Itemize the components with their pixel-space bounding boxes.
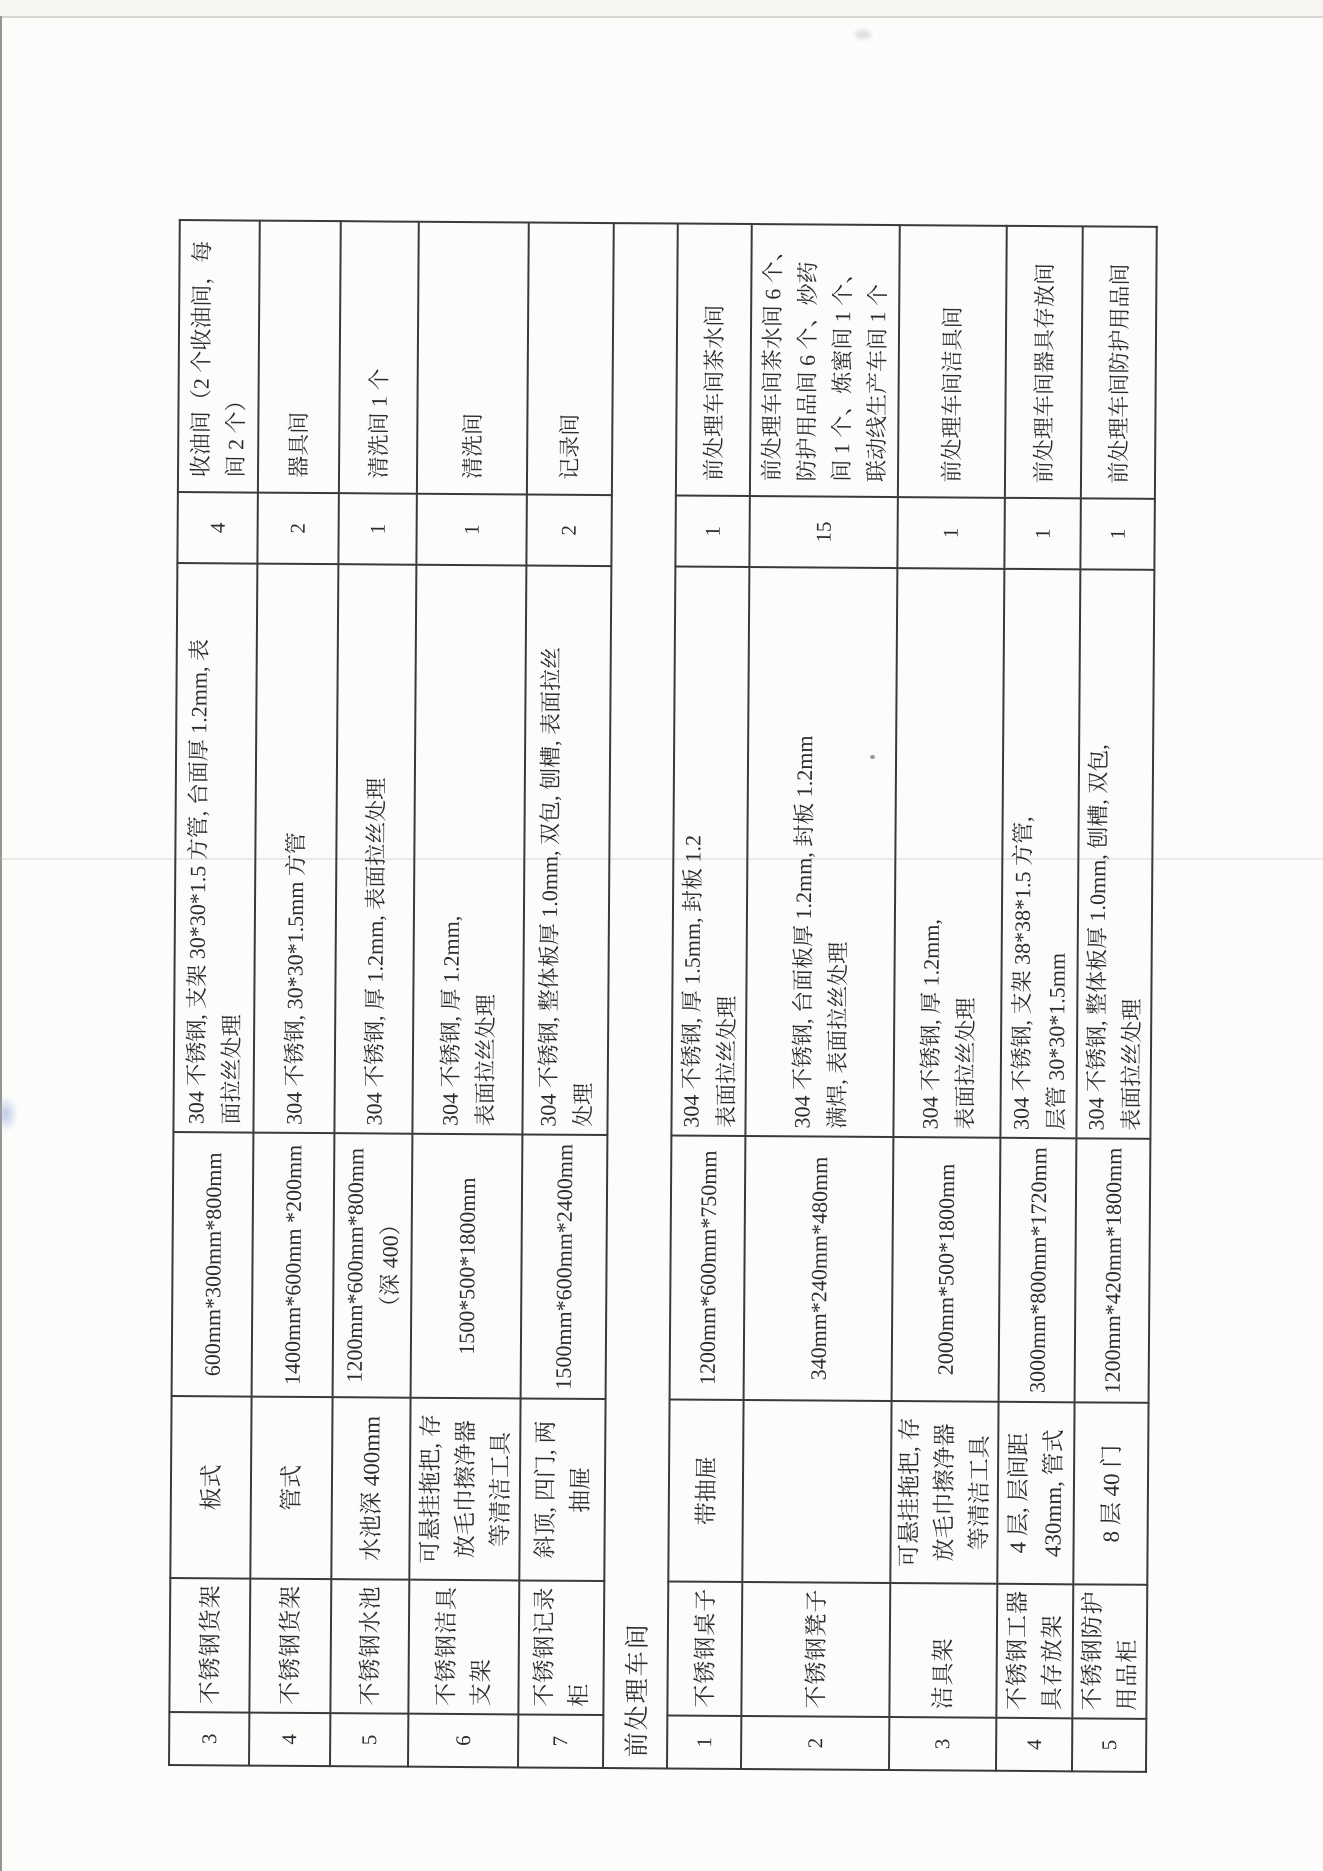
location-cell	[1081, 226, 1157, 499]
qty-cell: 1	[897, 497, 1004, 569]
cell-line: 放毛巾擦净器	[931, 1423, 958, 1562]
cell-line: 1500mm*600mm*2400mm	[550, 1143, 578, 1390]
cell-line: 记录间	[556, 413, 583, 480]
size-cell	[744, 1136, 894, 1401]
cell-line: 1200mm*600mm*750mm	[694, 1150, 721, 1386]
material-cell	[671, 567, 749, 1137]
spec-cell	[170, 1396, 251, 1579]
cell-line: 1500*500*1800mm	[453, 1177, 480, 1355]
cell-line: 不锈钢洁具	[433, 1585, 460, 1707]
cell-line: 放毛巾擦净器	[451, 1419, 478, 1559]
size-cell	[892, 1137, 1001, 1402]
size-cell	[411, 1134, 523, 1399]
cell-line: 不锈钢防护	[1079, 1590, 1106, 1711]
cell-line: 340mm*240mm*480mm	[805, 1156, 832, 1381]
blue-smudge-artifact	[0, 1096, 18, 1132]
cell-line: 不锈钢工器	[1004, 1589, 1031, 1711]
cell-line: 304 不锈钢, 支架 38*38*1.5 方管,	[1008, 816, 1036, 1131]
item-name-cell	[741, 1582, 890, 1717]
cell-line: 抽屉	[567, 1466, 593, 1513]
material-cell	[522, 565, 611, 1135]
scanner-left-edge	[0, 16, 2, 1871]
cell-line: 层管 30*30*1.5mm	[1043, 952, 1070, 1131]
spec-cell	[890, 1401, 998, 1584]
cell-line: 可悬挂拖把, 存	[416, 1413, 443, 1564]
equipment-table	[168, 219, 1158, 1773]
spec-cell	[331, 1397, 410, 1580]
item-name-cell	[330, 1579, 409, 1714]
cell-line: 洁具架	[930, 1637, 956, 1710]
cell-line: 满焊, 表面拉丝处理	[824, 941, 851, 1129]
table-row	[249, 221, 341, 1767]
material-cell	[412, 565, 526, 1135]
table-row	[169, 220, 260, 1766]
material-cell	[334, 564, 416, 1134]
cell-line: 304 不锈钢, 厚 1.2mm,	[437, 915, 464, 1127]
table-row	[667, 224, 752, 1769]
qty-cell: 1	[416, 494, 526, 566]
cell-line: 表面拉丝处理	[951, 997, 978, 1130]
cell-line: 表面拉丝处理	[713, 995, 740, 1128]
size-cell	[670, 1135, 746, 1400]
cell-line: 表面拉丝处理	[472, 994, 499, 1127]
item-name-cell	[996, 1584, 1073, 1719]
spec-cell	[997, 1402, 1074, 1585]
cell-line: 板式	[198, 1464, 224, 1511]
cell-line: 600mm*300mm*800mm	[199, 1152, 226, 1377]
item-name-cell	[408, 1580, 519, 1715]
material-cell	[745, 567, 897, 1137]
row-number-cell: 4	[996, 1718, 1072, 1772]
cell-line: 430mm, 管式	[1040, 1429, 1067, 1558]
cell-line: 304 不锈钢, 厚 1.5mm, 封板 1.2	[678, 834, 706, 1128]
cell-line: 收油间（2 个收油间，每	[187, 240, 215, 478]
row-number-cell: 3	[169, 1712, 249, 1766]
cell-line: 联动线生产车间 1 个	[863, 283, 891, 483]
cell-line: 不锈钢凳子	[802, 1588, 829, 1709]
section-header-row	[603, 223, 678, 1768]
row-number-cell: 4	[249, 1713, 330, 1767]
material-cell	[1076, 569, 1154, 1139]
cell-line: 304 不锈钢, 30*30*1.5mm 方管	[281, 832, 309, 1125]
row-number-cell: 5	[1072, 1718, 1146, 1772]
row-number-cell: 2	[741, 1716, 889, 1770]
size-cell	[333, 1133, 413, 1398]
row-number-cell: 6	[408, 1714, 518, 1768]
cell-line: 不锈钢记录	[530, 1586, 557, 1707]
table-row	[518, 222, 614, 1768]
row-number-cell: 7	[518, 1714, 603, 1768]
item-name-cell	[169, 1578, 250, 1713]
cell-line: 304 不锈钢, 整体板厚 1.0mm, 双包, 刨槽, 表面拉丝	[534, 646, 564, 1127]
row-number-cell: 5	[330, 1713, 408, 1767]
cell-line: 用品柜	[1114, 1638, 1140, 1711]
cell-line: 清洗间 1 个	[365, 368, 392, 479]
location-cell	[417, 222, 529, 495]
cell-line: 2000mm*500*1800mm	[932, 1163, 960, 1376]
section-header-cell: 前处理车间	[603, 223, 678, 1768]
table-row	[408, 222, 529, 1768]
item-name-cell	[889, 1583, 997, 1718]
cell-line: 带抽屉	[693, 1456, 719, 1526]
item-name-cell	[518, 1580, 604, 1715]
material-cell	[893, 568, 1004, 1138]
cell-line: 不锈钢桌子	[691, 1587, 718, 1708]
cell-line: 前处理车间洁具间	[938, 306, 966, 483]
material-cell	[253, 564, 338, 1134]
qty-cell: 4	[177, 492, 257, 564]
spec-cell	[668, 1399, 743, 1582]
cell-line: 表面拉丝处理	[1118, 998, 1145, 1131]
spec-cell	[1073, 1402, 1148, 1585]
gray-smudge-artifact	[855, 30, 871, 39]
cell-line: 不锈钢货架	[196, 1584, 223, 1705]
row-number-cell: 1	[667, 1715, 741, 1769]
location-cell	[258, 221, 341, 494]
material-cell	[173, 563, 257, 1133]
cell-line: 水池深 400mm	[357, 1415, 384, 1562]
qty-cell: 1	[1080, 498, 1154, 570]
table-row	[330, 221, 419, 1767]
cell-line: 柜	[565, 1682, 592, 1707]
cell-line: 等清洁工具	[966, 1435, 993, 1551]
table-row	[741, 224, 900, 1770]
cell-line: 清洗间	[459, 412, 485, 480]
cell-line: 支架	[468, 1658, 494, 1707]
spec-cell	[409, 1398, 520, 1581]
table-row	[996, 226, 1083, 1771]
item-name-cell	[667, 1581, 742, 1716]
cell-line: 间 2 个）	[222, 389, 249, 478]
cell-line: 304 不锈钢, 支架 30*30*1.5 方管, 台面厚 1.2mm, 表	[183, 638, 212, 1125]
spec-cell	[250, 1397, 332, 1580]
cell-line: 面拉丝处理	[218, 1014, 245, 1125]
cell-line: 可悬挂拖把, 存	[896, 1417, 923, 1568]
size-cell	[521, 1134, 608, 1399]
cell-line: 器具间	[285, 411, 312, 478]
location-cell	[676, 224, 752, 497]
cell-line: 管式	[278, 1464, 305, 1511]
item-name-cell	[249, 1579, 331, 1714]
spec-cell	[519, 1398, 605, 1581]
scanner-top-edge	[0, 0, 1323, 18]
cell-line: 前处理车间防护用品间	[1105, 263, 1133, 484]
cell-line: 前处理车间器具存放间	[1030, 262, 1058, 484]
qty-cell: 2	[257, 493, 338, 565]
cell-line: 前处理车间茶水间	[700, 304, 727, 481]
rotated-table-container	[168, 221, 1156, 1773]
qty-cell: 15	[749, 496, 897, 568]
size-cell	[252, 1133, 335, 1398]
size-cell	[1075, 1138, 1151, 1403]
cell-line: 304 不锈钢, 厚 1.2mm,	[916, 918, 944, 1130]
spec-cell	[742, 1400, 891, 1583]
cell-line: 不锈钢货架	[277, 1584, 304, 1705]
location-cell	[898, 225, 1007, 498]
cell-line: 304 不锈钢, 台面板厚 1.2mm, 封板 1.2mm	[789, 735, 818, 1129]
location-cell	[750, 224, 900, 497]
size-cell	[999, 1138, 1077, 1403]
material-cell	[1000, 569, 1080, 1139]
table-row	[1072, 226, 1157, 1771]
row-number-cell: 3	[889, 1717, 996, 1771]
cell-line: 不锈钢水池	[356, 1585, 383, 1706]
item-name-cell	[1072, 1584, 1147, 1719]
cell-line: 304 不锈钢, 厚 1.2mm, 表面拉丝处理	[360, 777, 389, 1126]
cell-line: （深 400）	[377, 1213, 403, 1318]
cell-line: 处理	[569, 1082, 596, 1127]
cell-line: 斜顶, 四门, 两	[531, 1420, 558, 1559]
location-cell	[339, 221, 419, 494]
cell-line: 1200mm*420mm*1800mm	[1099, 1147, 1126, 1394]
cell-line: 前处理车间茶水间 6 个、	[758, 239, 786, 482]
qty-cell: 1	[675, 496, 749, 568]
cell-line: 具存放架	[1039, 1614, 1066, 1711]
qty-cell: 2	[526, 494, 611, 566]
cell-line: 1200mm*600mm*800mm	[341, 1147, 369, 1383]
size-cell	[172, 1132, 254, 1397]
location-cell	[1005, 226, 1083, 499]
cell-line: 3000mm*800mm*1720mm	[1024, 1147, 1051, 1393]
table-row	[889, 225, 1007, 1771]
qty-cell: 1	[338, 493, 416, 565]
cell-line: 间 1 个、炼蜜间 1 个、	[828, 261, 856, 482]
location-cell	[527, 222, 614, 495]
cell-line: 304 不锈钢, 整体板厚 1.0mm, 刨槽, 双包,	[1083, 744, 1112, 1131]
cell-line: 防护用品间 6 个、炒药	[793, 261, 821, 482]
cell-line: 等清洁工具	[487, 1431, 513, 1547]
cell-line: 4 层, 层间距	[1005, 1432, 1032, 1554]
location-cell	[178, 220, 260, 493]
cell-line: 8 层 40 门	[1098, 1444, 1124, 1543]
cell-line: 1400mm*600mm *200mm	[279, 1144, 307, 1386]
qty-cell: 1	[1004, 498, 1080, 570]
